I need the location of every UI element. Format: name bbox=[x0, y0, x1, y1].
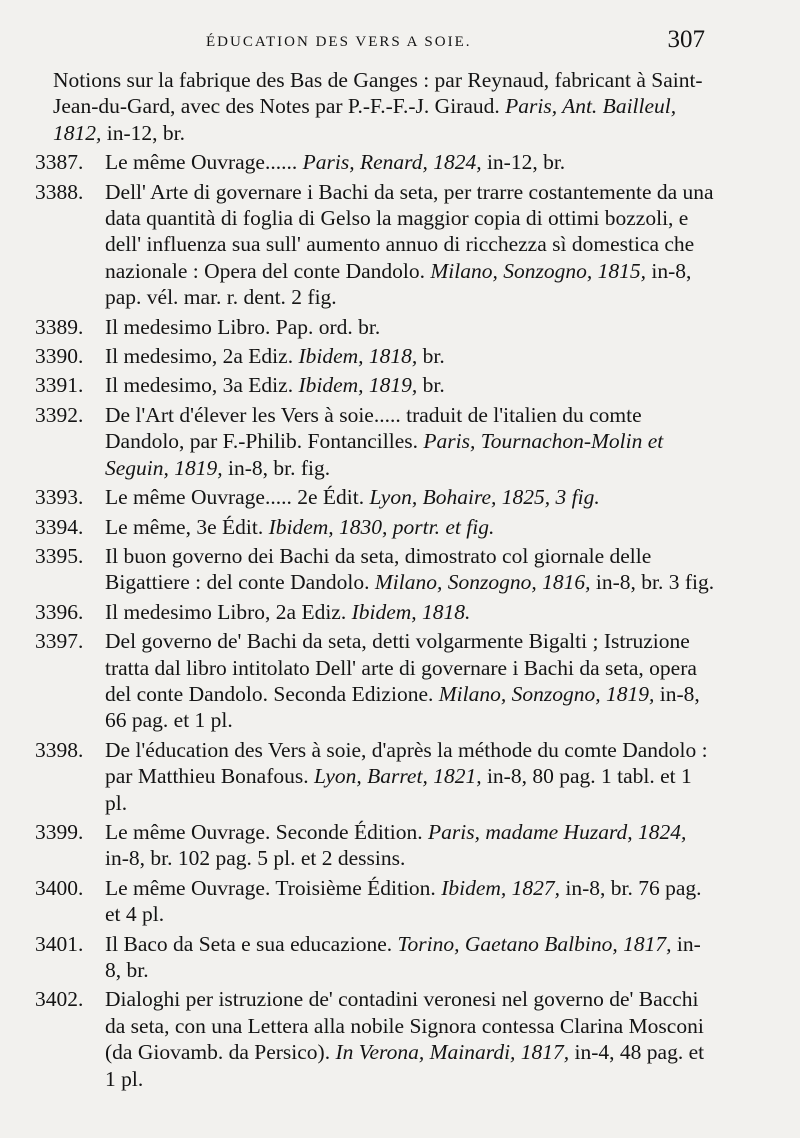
entry-number: 3401. bbox=[35, 931, 84, 956]
catalogue-entry bbox=[35, 931, 715, 984]
entry-format: in-12, br. bbox=[101, 120, 185, 145]
entry-title: Le même Ouvrage..... 2e Édit. bbox=[105, 485, 370, 510]
entry-imprint: In Verona, Mainardi, 1817, bbox=[335, 1040, 570, 1065]
entry-body bbox=[105, 737, 715, 816]
catalogue-entry bbox=[35, 737, 715, 816]
entry-format: in-8, br. 76 pag. et 4 pl. bbox=[105, 875, 702, 927]
entry-number: 3389. bbox=[35, 314, 84, 339]
entry-title: Il medesimo, 3a Ediz. bbox=[105, 373, 299, 398]
entry-number: 3395. bbox=[35, 543, 84, 568]
entry-format: br. bbox=[417, 344, 445, 369]
entry-body bbox=[105, 599, 715, 625]
entry-title: Notions sur la fabrique des Bas de Ganges : par Reynaud, fabricant à Saint-Jean-du-Gard, avec des Notes par P.-F.-F.-J. Giraud. bbox=[53, 68, 703, 119]
entry-imprint: Ibidem, 1818. bbox=[351, 599, 471, 624]
entry-title: Il medesimo, 2a Ediz. bbox=[105, 344, 299, 369]
catalogue-entry bbox=[35, 343, 715, 369]
catalogue-entry bbox=[35, 543, 715, 596]
entry-title: De l'éducation des Vers à soie, d'après la méthode du comte Dandolo : par Matthieu Bonafous. bbox=[105, 737, 708, 789]
catalogue-entries bbox=[35, 67, 715, 1095]
entry-body bbox=[105, 819, 715, 872]
entry-title: Le même Ouvrage. Seconde Édition. bbox=[105, 819, 428, 844]
entry-number: 3396. bbox=[35, 599, 84, 624]
catalogue-entry bbox=[35, 875, 715, 928]
catalogue-entry bbox=[35, 67, 715, 146]
entry-format: br. bbox=[417, 373, 445, 398]
entry-body bbox=[105, 514, 715, 540]
entry-imprint: Ibidem, 1819, bbox=[298, 373, 418, 398]
entry-number: 3391. bbox=[35, 373, 84, 398]
entry-number: 3393. bbox=[35, 485, 84, 510]
entry-imprint: Milano, Sonzogno, 1819, bbox=[438, 681, 655, 706]
catalogue-entry bbox=[35, 599, 715, 625]
entry-number: 3390. bbox=[35, 344, 84, 369]
entry-format: in-8, pap. vél. mar. r. dent. 2 fig. bbox=[105, 258, 692, 310]
entry-format: in-12, br. bbox=[481, 150, 566, 175]
entry-imprint: Milano, Sonzogno, 1815, bbox=[430, 258, 646, 283]
entry-body bbox=[105, 986, 715, 1092]
entry-imprint: Torino, Gaetano Balbino, 1817, bbox=[397, 931, 672, 956]
running-title: ÉDUCATION DES VERS A SOIE. bbox=[206, 34, 472, 50]
entry-body bbox=[105, 543, 715, 596]
entry-body bbox=[105, 149, 715, 175]
catalogue-entry bbox=[35, 986, 715, 1092]
entry-body bbox=[105, 314, 715, 340]
entry-format: in-8, br. 102 pag. 5 pl. et 2 dessins. bbox=[105, 846, 406, 871]
entry-format: in-8, 80 pag. 1 tabl. et 1 pl. bbox=[105, 764, 692, 815]
entry-number: 3387. bbox=[35, 150, 84, 175]
catalogue-entry bbox=[35, 402, 715, 481]
catalogue-entry bbox=[35, 179, 715, 311]
page-header bbox=[0, 24, 800, 64]
entry-title: Le même Ouvrage...... bbox=[105, 150, 303, 175]
entry-title: Le même, 3e Édit. bbox=[105, 514, 269, 539]
entry-title: Del governo de' Bachi da seta, detti volgarmente Bigalti ; Istruzione tratta dal libro intitolato Dell' arte di governare i Bachi da seta, opera del conte Dandolo. Seconda Edizione. bbox=[105, 629, 697, 706]
entry-title: Il buon governo dei Bachi da seta, dimostrato col giornale delle Bigattiere : del conte Dandolo. bbox=[105, 543, 652, 595]
entry-format: in-8, br. 3 fig. bbox=[590, 570, 715, 595]
catalogue-entry bbox=[35, 372, 715, 398]
entry-number: 3398. bbox=[35, 737, 84, 762]
entry-imprint: Ibidem, 1830, portr. et fig. bbox=[268, 514, 495, 539]
entry-body bbox=[105, 179, 715, 311]
catalogue-entry bbox=[35, 484, 715, 510]
entry-title: Il medesimo Libro. Pap. ord. br. bbox=[105, 314, 381, 339]
entry-title: Dell' Arte di governare i Bachi da seta, per trarre costantemente da una data quantità di foglia di Gelso la maggior copia di ottimi bozzoli, e dell' influenza sua sull' aumento annuo di ricchezza sì domestica che nazionale : Opera del conte Dandolo. bbox=[105, 179, 714, 283]
entry-imprint: Paris, Ant. Bailleul, 1812, bbox=[53, 94, 677, 145]
entry-body bbox=[105, 343, 715, 369]
entry-title: Il Baco da Seta e sua educazione. bbox=[105, 931, 398, 956]
entry-number: 3402. bbox=[35, 987, 84, 1012]
entry-imprint: Milano, Sonzogno, 1816, bbox=[374, 570, 591, 595]
entry-format: in-8, 66 pag. et 1 pl. bbox=[105, 681, 700, 733]
entry-body bbox=[105, 875, 715, 928]
entry-imprint: Paris, madame Huzard, 1824, bbox=[428, 819, 687, 844]
catalogue-entry bbox=[35, 514, 715, 540]
entry-number: 3388. bbox=[35, 179, 84, 204]
entry-number: 3394. bbox=[35, 514, 84, 539]
entry-number: 3400. bbox=[35, 875, 84, 900]
entry-format: in-4, 48 pag. et 1 pl. bbox=[105, 1040, 705, 1091]
page-number: 307 bbox=[667, 26, 705, 53]
entry-body bbox=[105, 628, 715, 734]
entry-title: De l'Art d'élever les Vers à soie..... traduit de l'italien du comte Dandolo, par F.-Philib. Fontancilles. bbox=[105, 402, 642, 454]
catalogue-entry bbox=[35, 149, 715, 175]
entry-format: in-8, br. fig. bbox=[222, 455, 331, 480]
entry-body bbox=[105, 372, 715, 398]
entry-title: Dialoghi per istruzione de' contadini veronesi nel governo de' Bacchi da seta, con una Lettera alla nobile Signora contessa Clarina Mosconi (da Giovamb. da Persico). bbox=[105, 987, 704, 1065]
entry-body bbox=[105, 484, 715, 510]
entry-title: Il medesimo Libro, 2a Ediz. bbox=[105, 599, 352, 624]
catalogue-entry bbox=[35, 628, 715, 734]
entry-imprint: Ibidem, 1818, bbox=[298, 344, 418, 369]
entry-number: 3392. bbox=[35, 402, 84, 427]
entry-format: in-8, br. bbox=[105, 931, 701, 982]
entry-imprint: Lyon, Bohaire, 1825, 3 fig. bbox=[369, 485, 600, 510]
entry-title: Le même Ouvrage. Troisième Édition. bbox=[105, 875, 442, 900]
entry-imprint: Paris, Tournachon-Molin et Seguin, 1819, bbox=[105, 429, 664, 480]
catalogue-entry bbox=[35, 314, 715, 340]
entry-body bbox=[105, 931, 715, 984]
entry-imprint: Paris, Renard, 1824, bbox=[302, 150, 482, 175]
entry-number: 3399. bbox=[35, 819, 84, 844]
entry-number: 3397. bbox=[35, 629, 84, 654]
entry-imprint: Ibidem, 1827, bbox=[441, 875, 561, 900]
entry-body bbox=[53, 67, 715, 146]
entry-imprint: Lyon, Barret, 1821, bbox=[314, 764, 482, 789]
catalogue-entry bbox=[35, 819, 715, 872]
entry-body bbox=[105, 402, 715, 481]
